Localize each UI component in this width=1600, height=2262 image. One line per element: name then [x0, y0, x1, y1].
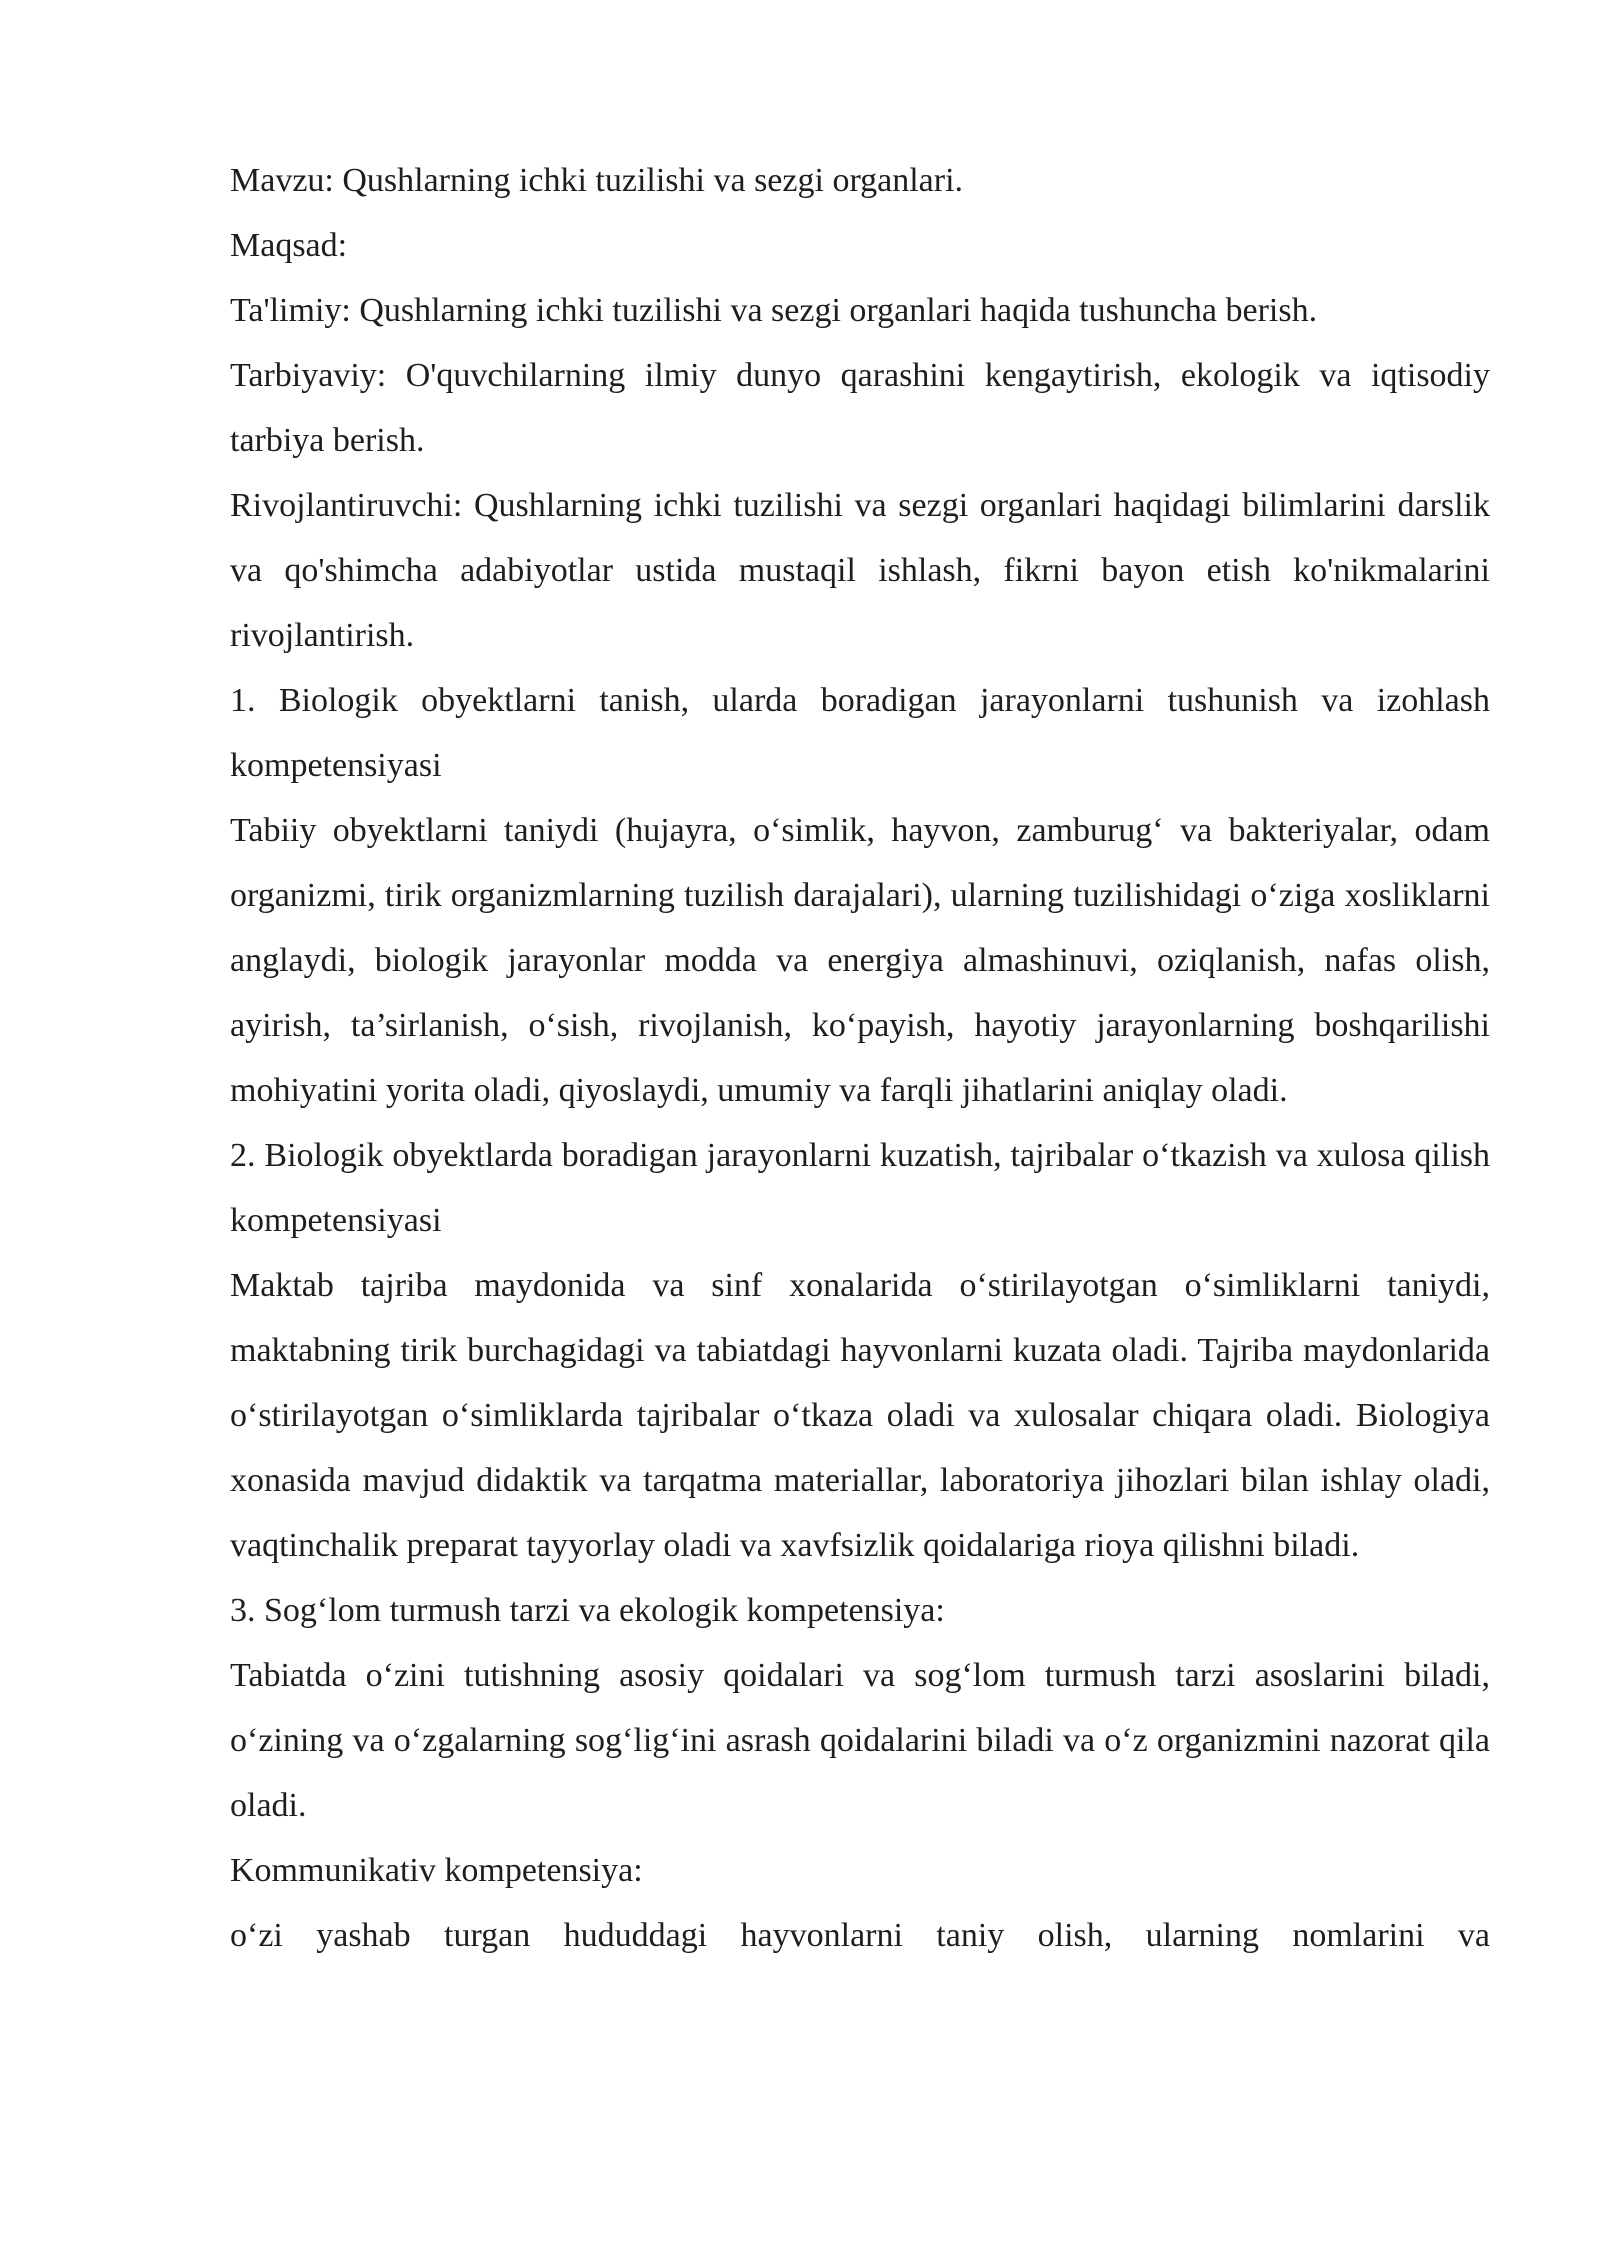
communicative-title: Kommunikativ kompetensiya: — [230, 1852, 643, 1889]
competency-3-text: Tabiatda o‘zini tutishning asosiy qoidalari va sog‘lom turmush tarzi asoslarini biladi, o‘zining va o‘zgalarning sog‘lig‘ini asrash qoidalarini biladi va o‘z organizmini nazorat qila oladi. — [230, 1657, 1490, 1824]
topic-line: Mavzu: Qushlarning ichki tuzilishi va sezgi organlari. — [230, 162, 964, 199]
upbringing-goal: Tarbiyaviy: O'quvchilarning ilmiy dunyo qarashini kengaytirish, ekologik va iqtisodiy tarbiya berish. — [230, 357, 1490, 459]
document-page — [230, 148, 1490, 1968]
developmental-goal: Rivojlantiruvchi: Qushlarning ichki tuzilishi va sezgi organlari haqidagi bilimlarini darslik va qo'shimcha adabiyotlar ustida mustaqil ishlash, fikrni bayon etish ko'nikmalarini rivojlantirish. — [230, 487, 1490, 654]
communicative-text: o‘zi yashab turgan hududdagi hayvonlarni taniy olish, ularning nomlarini va — [230, 1917, 1490, 1954]
competency-3-title: 3. Sog‘lom turmush tarzi va ekologik kompetensiya: — [230, 1592, 945, 1629]
competency-1-title: 1. Biologik obyektlarni tanish, ularda boradigan jarayonlarni tushunish va izohlash kompetensiyasi — [230, 682, 1490, 784]
competency-2-text: Maktab tajriba maydonida va sinf xonalarida o‘stirilayotgan o‘simliklarni taniydi, maktabning tirik burchagidagi va tabiatdagi hayvonlarni kuzata oladi. Tajriba maydonlarida o‘stirilayotgan o‘simliklarda tajribalar o‘tkaza oladi va xulosalar chiqara oladi. Biologiya xonasida mavjud didaktik va tarqatma materiallar, laboratoriya jihozlari bilan ishlay oladi, vaqtinchalik preparat tayyorlay oladi va xavfsizlik qoidalariga rioya qilishni biladi. — [230, 1267, 1490, 1564]
educational-goal: Ta'limiy: Qushlarning ichki tuzilishi va sezgi organlari haqida tushuncha berish. — [230, 292, 1318, 329]
goal-label: Maqsad: — [230, 227, 348, 264]
competency-2-title: 2. Biologik obyektlarda boradigan jarayonlarni kuzatish, tajribalar o‘tkazish va xulosa qilish kompetensiyasi — [230, 1137, 1490, 1239]
competency-1-text: Tabiiy obyektlarni taniydi (hujayra, o‘simlik, hayvon, zamburug‘ va bakteriyalar, odam organizmi, tirik organizmlarning tuzilish darajalari), ularning tuzilishidagi o‘ziga xosliklarni anglaydi, biologik jarayonlar modda va energiya almashinuvi, oziqlanish, nafas olish, ayirish, ta’sirlanish, o‘sish, rivojlanish, ko‘payish, hayotiy jarayonlarning boshqarilishi mohiyatini yorita oladi, qiyoslaydi, umumiy va farqli jihatlarini aniqlay oladi. — [230, 812, 1490, 1109]
